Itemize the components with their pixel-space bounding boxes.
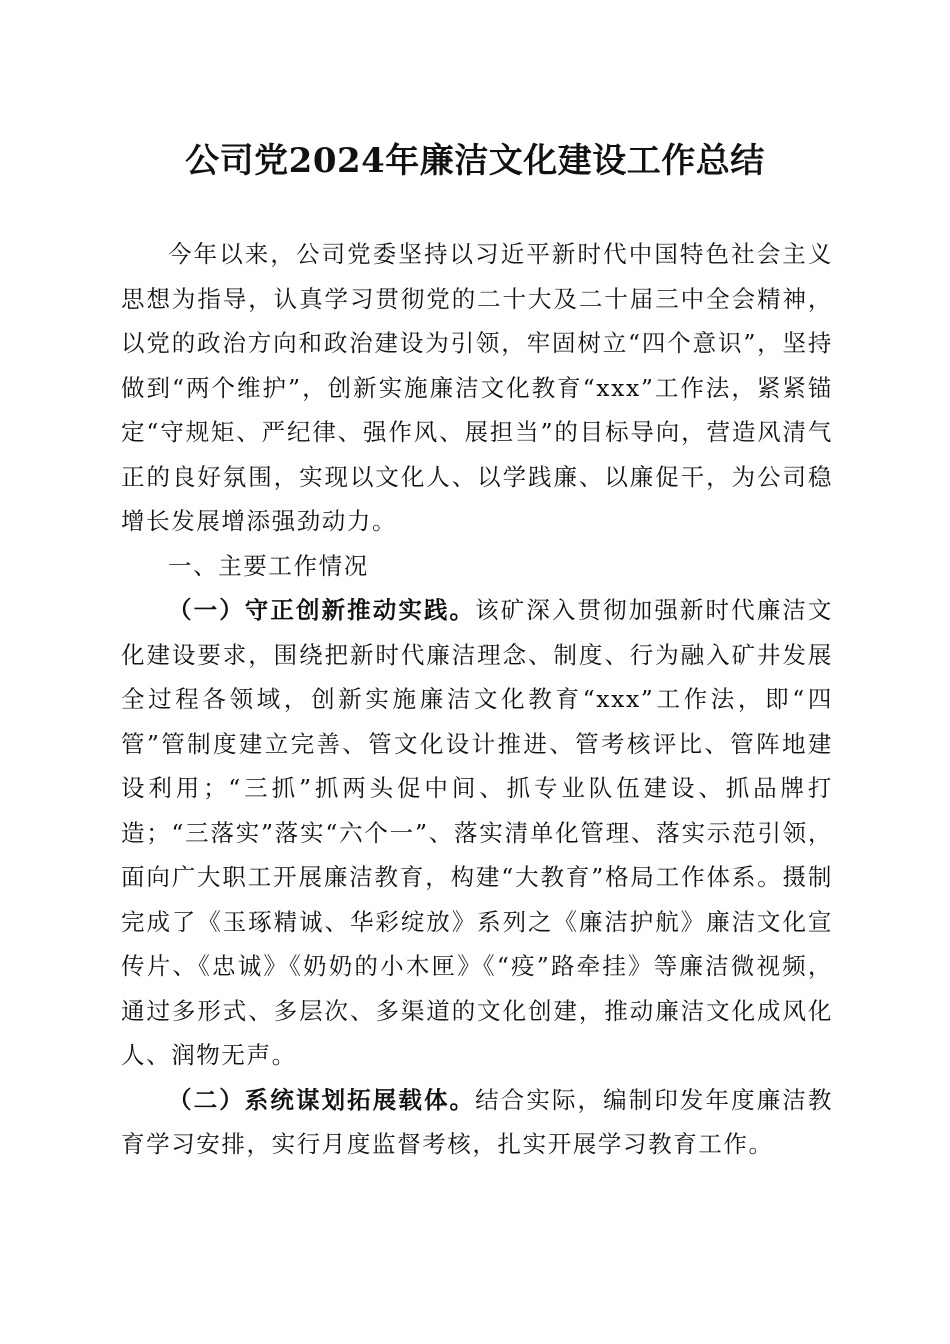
item-1-paragraph <box>121 588 833 1078</box>
item-1-text: 该矿深入贯彻加强新时代廉洁文化建设要求，围绕把新时代廉洁理念、制度、行为融入矿井发展全过程各领域，创新实施廉洁文化教育“xxx”工作法，即“四管”管制度建立完善、管文化设计推进、管考核评比、管阵地建设利用；“三抓”抓两头促中间、抓专业队伍建设、抓品牌打造；“三落实”落实“六个一”、落实清单化管理、落实示范引领，面向广大职工开展廉洁教育，构建“大教育”格局工作体系。摄制完成了《玉琢精诚、华彩绽放》系列之《廉洁护航》廉洁文化宣传片、《忠诚》《奶奶的小木匣》《“疫”路牵挂》等廉洁微视频，通过多形式、多层次、多渠道的文化创建，推动廉洁文化成风化人、润物无声。 <box>121 596 833 1069</box>
item-1-lead: （一）守正创新推动实践。 <box>168 596 476 624</box>
item-2-paragraph <box>121 1078 833 1167</box>
section-heading: 一、主要工作情况 <box>168 551 369 580</box>
document-body <box>121 232 833 1167</box>
item-2-text: 结合实际，编制印发年度廉洁教育学习安排，实行月度监督考核，扎实开展学习教育工作。 <box>121 1085 833 1158</box>
document-title: 公司党2024年廉洁文化建设工作总结 <box>185 141 765 181</box>
item-2-lead: （二）系统谋划拓展载体。 <box>168 1085 476 1114</box>
intro-paragraph: 今年以来，公司党委坚持以习近平新时代中国特色社会主义思想为指导，认真学习贯彻党的二十大及二十届三中全会精神，以党的政治方向和政治建设为引领，牢固树立“四个意识”，坚持做到“两个维护”，创新实施廉洁文化教育“xxx”工作法，紧紧锚定“守规矩、严纪律、强作风、展担当”的目标导向，营造风清气正的良好氛围，实现以文化人、以学践廉、以廉促干，为公司稳增长发展增添强劲动力。 <box>121 240 833 535</box>
